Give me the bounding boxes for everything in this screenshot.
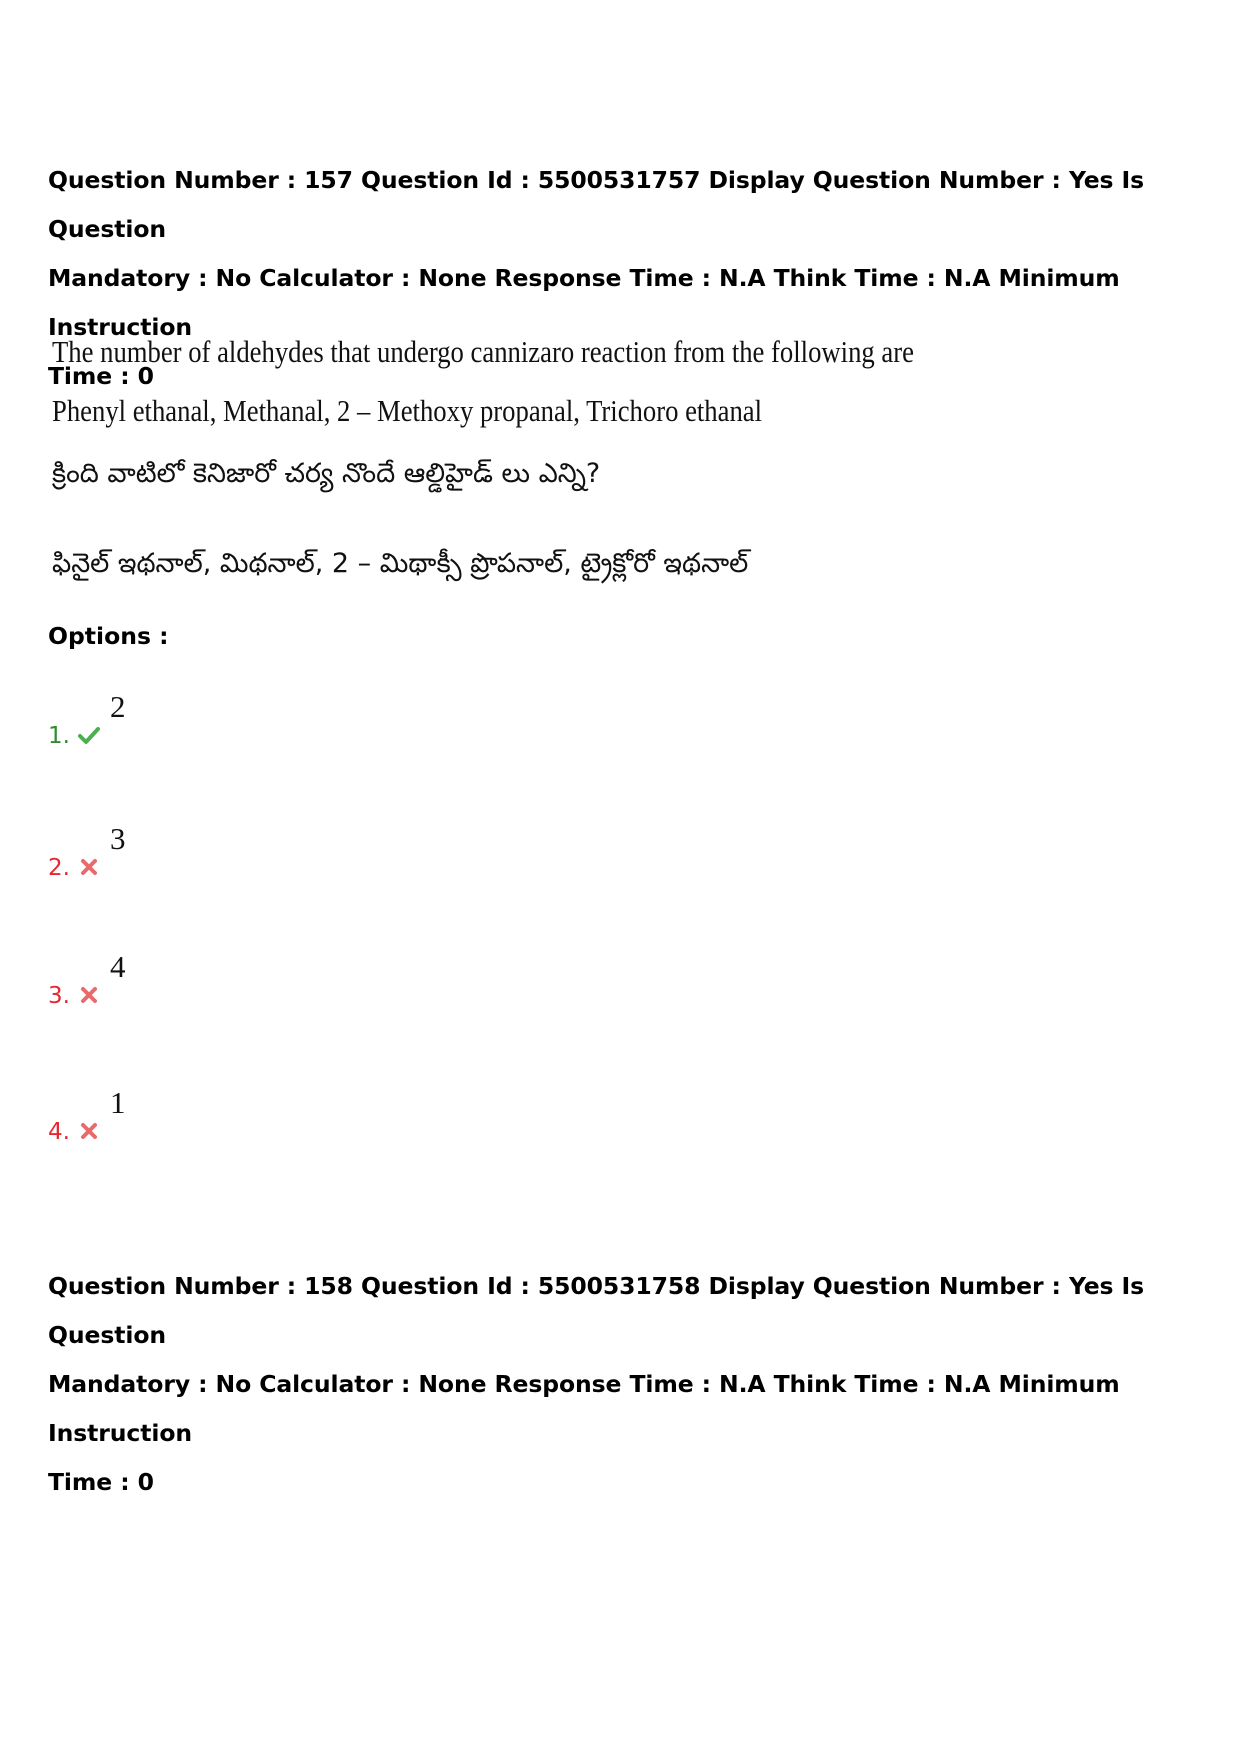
question-header-line: Question Number : 158 Question Id : 5500531758 Display Question Number : Yes Is Question: [48, 1272, 1145, 1349]
option-number: 1.: [48, 723, 70, 749]
question-header-line: Time : 0: [48, 362, 154, 390]
question-header-line: Question Number : 157 Question Id : 5500531757 Display Question Number : Yes Is Question: [48, 166, 1145, 243]
options-label: Options :: [48, 622, 169, 650]
option-value: 3: [110, 821, 126, 856]
option-value: 4: [110, 949, 126, 984]
question-text-telugu-line: ఫినైల్ ఇథనాల్, మిథనాల్, 2 – మిథాక్సీ ప్రొపనాల్, ట్రైక్లోరో ఇథనాల్: [52, 548, 749, 579]
question-header-line: Mandatory : No Calculator : None Response Time : N.A Think Time : N.A Minimum Instruction: [48, 264, 1120, 341]
option-number: 4.: [48, 1119, 70, 1145]
cross-icon: [78, 1121, 100, 1141]
question-header-line: Time : 0: [48, 1468, 154, 1496]
option-value: 1: [110, 1085, 126, 1120]
option-2: [48, 822, 348, 882]
question-header-line: Mandatory : No Calculator : None Response Time : N.A Think Time : N.A Minimum Instruction: [48, 1370, 1120, 1447]
question-text-telugu-line: క్రింది వాటిలో కెనిజారో చర్య నొందే ఆల్డిహైడ్ లు ఎన్ని?: [52, 458, 601, 489]
question-text-english-line: The number of aldehydes that undergo cannizaro reaction from the following are: [52, 334, 914, 369]
option-number: 2.: [48, 855, 70, 881]
option-value: 2: [110, 689, 126, 724]
cross-icon: [78, 857, 100, 877]
question-body-image: [50, 330, 950, 600]
option-1: [48, 690, 348, 750]
option-4: [48, 1086, 348, 1146]
option-3: [48, 950, 348, 1010]
option-number: 3.: [48, 983, 70, 1009]
question-text-english-line: Phenyl ethanal, Methanal, 2 – Methoxy propanal, Trichoro ethanal: [52, 393, 763, 428]
question-158-header: [48, 1262, 1208, 1507]
check-icon: [78, 725, 100, 745]
cross-icon: [78, 985, 100, 1005]
